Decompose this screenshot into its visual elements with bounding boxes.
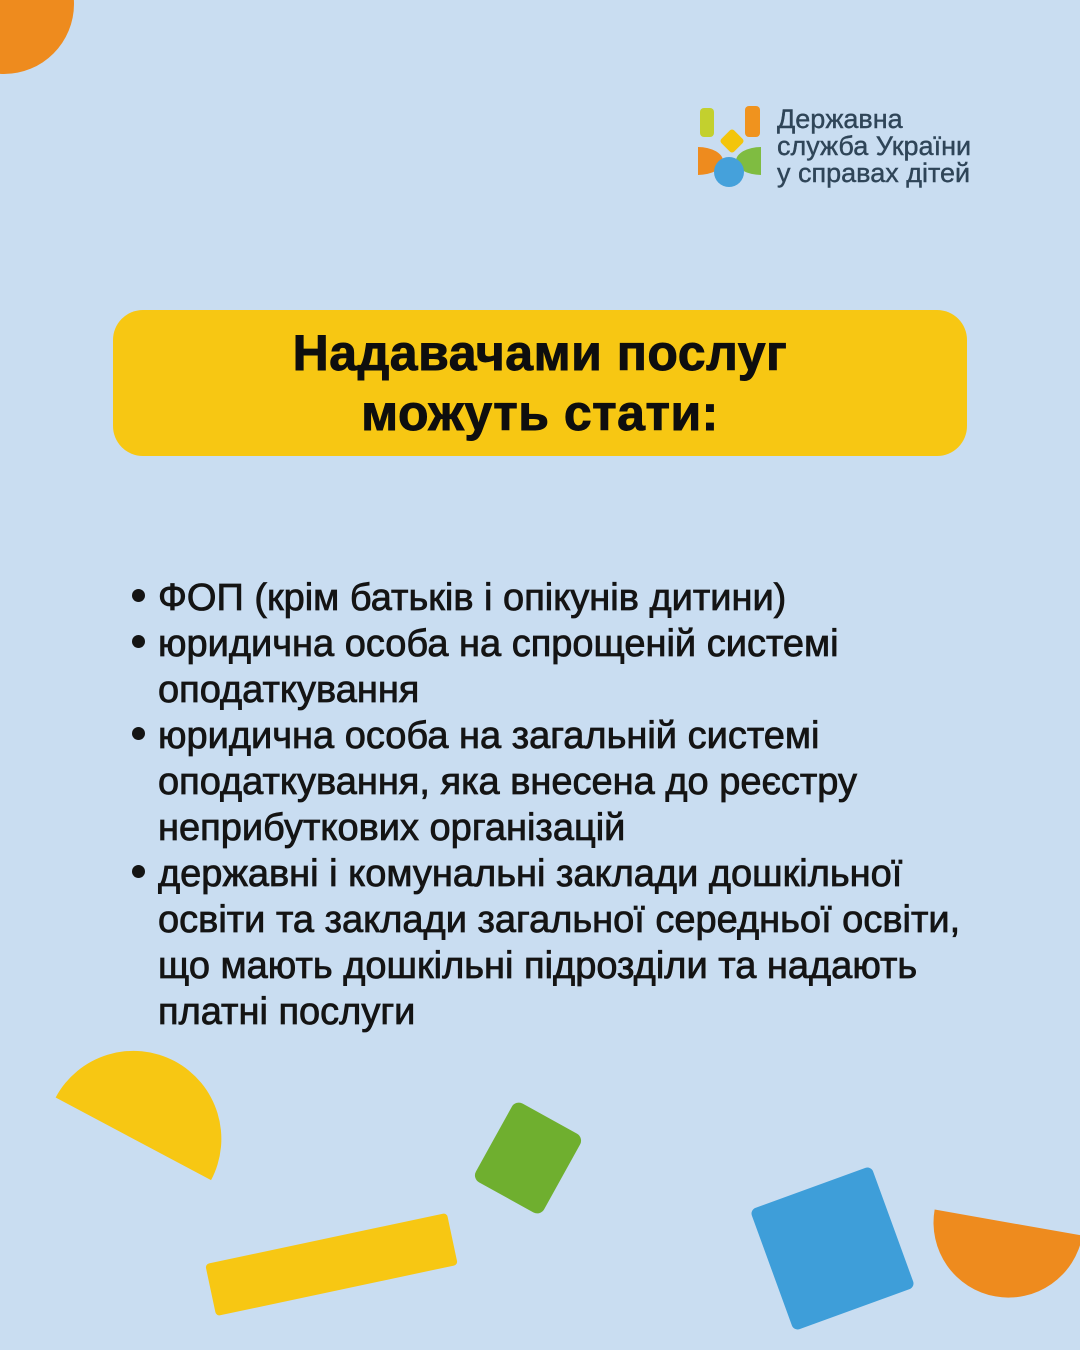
org-name-line-2: служба України	[777, 131, 972, 161]
bullet-dot-icon	[132, 865, 145, 878]
org-name	[777, 106, 971, 187]
list-item	[132, 713, 1002, 851]
org-name-line-1: Державна	[777, 104, 903, 134]
decor-halfcircle-yellow	[56, 1020, 253, 1180]
title-banner	[113, 310, 967, 456]
org-logo-icon	[694, 104, 764, 189]
list-item-text: державні і комунальні заклади дошкільної освіти та заклади загальної середньої освіти, що мають дошкільні підрозділи та надають платні послуги	[158, 853, 961, 1033]
bullet-dot-icon	[132, 635, 145, 648]
list-item	[132, 621, 1002, 713]
list-item	[132, 575, 1002, 621]
decor-halfcircle-orange	[922, 1210, 1080, 1310]
list-item	[132, 851, 1002, 1035]
decor-circle-top-left	[0, 0, 74, 74]
list-item-text: юридична особа на спрощеній системі оподаткування	[158, 623, 839, 711]
decor-rect-yellow	[205, 1213, 458, 1316]
bullet-dot-icon	[132, 727, 145, 740]
page-title-line-2: можуть стати:	[361, 385, 719, 441]
logo-yellow-diamond-icon	[719, 128, 744, 153]
list-item-text: ФОП (крім батьків і опікунів дитини)	[158, 577, 787, 619]
page-title-line-1: Надавачами послуг	[292, 325, 788, 381]
org-name-line-3: у справах дітей	[777, 158, 971, 188]
decor-square-blue	[750, 1166, 915, 1331]
decor-square-green	[472, 1100, 584, 1217]
bullet-dot-icon	[132, 589, 145, 602]
logo-lime-bar-icon	[700, 108, 714, 137]
list-item-text: юридична особа на загальній системі оподаткування, яка внесена до реєстру неприбуткових організацій	[158, 715, 857, 849]
logo-orange-bar-icon	[745, 106, 760, 137]
services-list	[132, 575, 1002, 1035]
logo-blue-circle-icon	[714, 157, 744, 187]
